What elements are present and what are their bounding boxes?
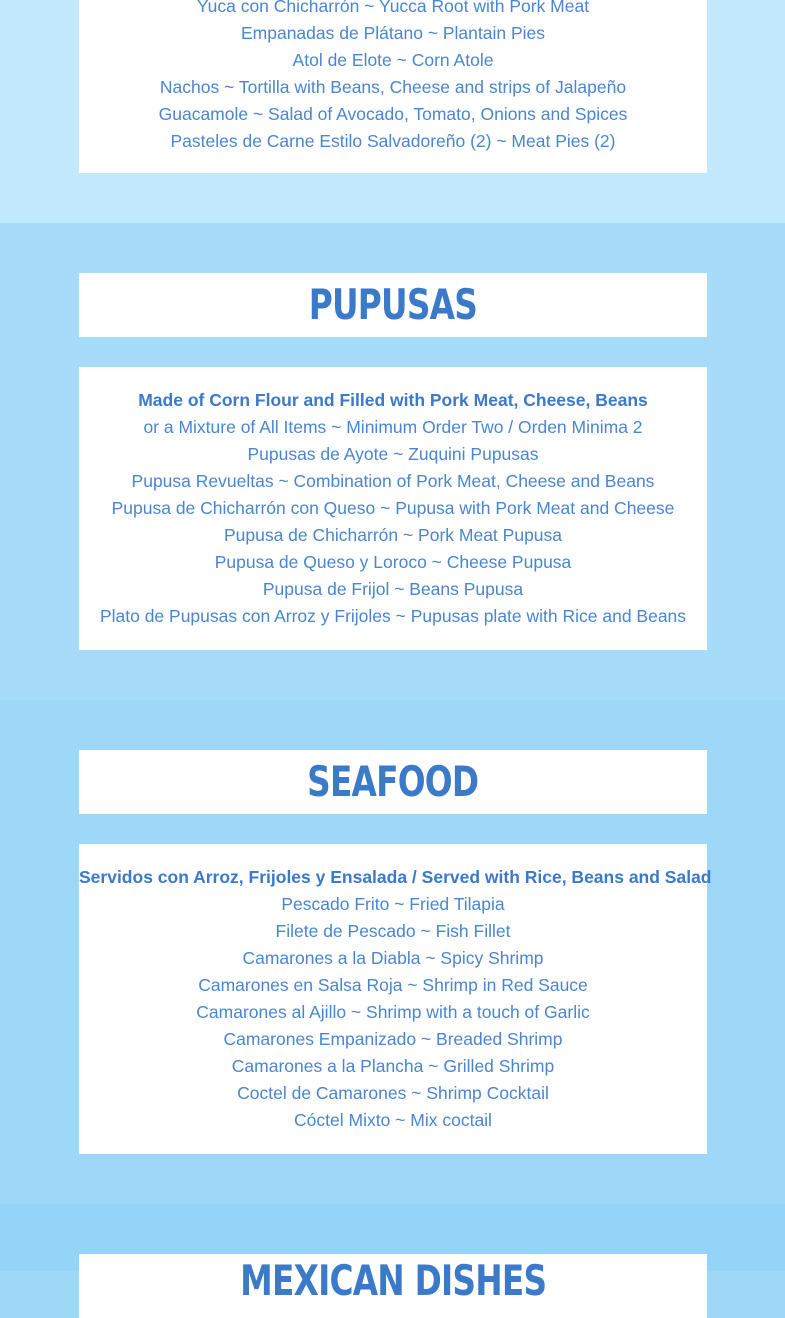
menu-item: Coctel de Camarones ~ Shrimp Cocktail <box>237 1083 549 1103</box>
menu-item: Nachos ~ Tortilla with Beans, Cheese and strips of Jalapeño <box>159 77 627 97</box>
menu-item: Plato de Pupusas con Arroz y Frijoles ~ Pupusas plate with Rice and Beans <box>99 606 687 626</box>
seafood-heading: SEAFOOD <box>307 757 479 806</box>
menu-item: Camarones Empanizado ~ Breaded Shrimp <box>223 1029 563 1049</box>
menu-item: Pupusa de Frijol ~ Beans Pupusa <box>262 579 524 599</box>
menu-item: Camarones al Ajillo ~ Shrimp with a touch of Garlic <box>196 1002 590 1022</box>
menu-item: Empanadas de Plátano ~ Plantain Pies <box>240 23 546 43</box>
seafood-intro: Servidos con Arroz, Frijoles y Ensalada / Served with Rice, Beans and Salad <box>79 867 712 887</box>
menu-item: Pasteles de Carne Estilo Salvadoreño (2) ~ Meat Pies (2) <box>170 131 616 151</box>
menu-item: Pupusa de Chicharrón ~ Pork Meat Pupusa <box>223 525 563 545</box>
menu-item: Atol de Elote ~ Corn Atole <box>292 50 494 70</box>
menu-item: Yuca con Chicharrón ~ Yucca Root with Pork Meat <box>196 0 590 16</box>
menu-item: Pupusa Revueltas ~ Combination of Pork Meat, Cheese and Beans <box>131 471 655 491</box>
pupusas-menu-box <box>79 367 707 650</box>
mexican-heading: MEXICAN DISHES <box>239 1256 547 1305</box>
menu-item: Camarones a la Diabla ~ Spicy Shrimp <box>242 948 544 968</box>
menu-item: Camarones a la Plancha ~ Grilled Shrimp <box>231 1056 555 1076</box>
pupusas-heading-box <box>79 273 707 337</box>
menu-item: Pupusa de Chicharrón con Queso ~ Pupusa with Pork Meat and Cheese <box>111 498 675 518</box>
menu-item: Pupusas de Ayote ~ Zuquini Pupusas <box>247 444 539 464</box>
mexican-heading-box <box>79 1254 707 1318</box>
menu-item: Guacamole ~ Salad of Avocado, Tomato, Onions and Spices <box>158 104 628 124</box>
menu-item: Pescado Frito ~ Fried Tilapia <box>281 894 505 914</box>
pupusas-heading: PUPUSAS <box>308 280 478 329</box>
menu-item: Filete de Pescado ~ Fish Fillet <box>275 921 511 941</box>
seafood-menu-box <box>79 844 712 1154</box>
menu-item: Cóctel Mixto ~ Mix coctail <box>294 1110 492 1130</box>
menu-item: Pupusa de Queso y Loroco ~ Cheese Pupusa <box>214 552 572 572</box>
menu-item: Camarones en Salsa Roja ~ Shrimp in Red Sauce <box>198 975 588 995</box>
menu-item: or a Mixture of All Items ~ Minimum Order Two / Orden Minima 2 <box>143 417 643 437</box>
seafood-heading-box <box>79 750 707 814</box>
pupusas-intro: Made of Corn Flour and Filled with Pork Meat, Cheese, Beans <box>138 390 648 410</box>
appetizers-menu-box <box>79 0 707 173</box>
